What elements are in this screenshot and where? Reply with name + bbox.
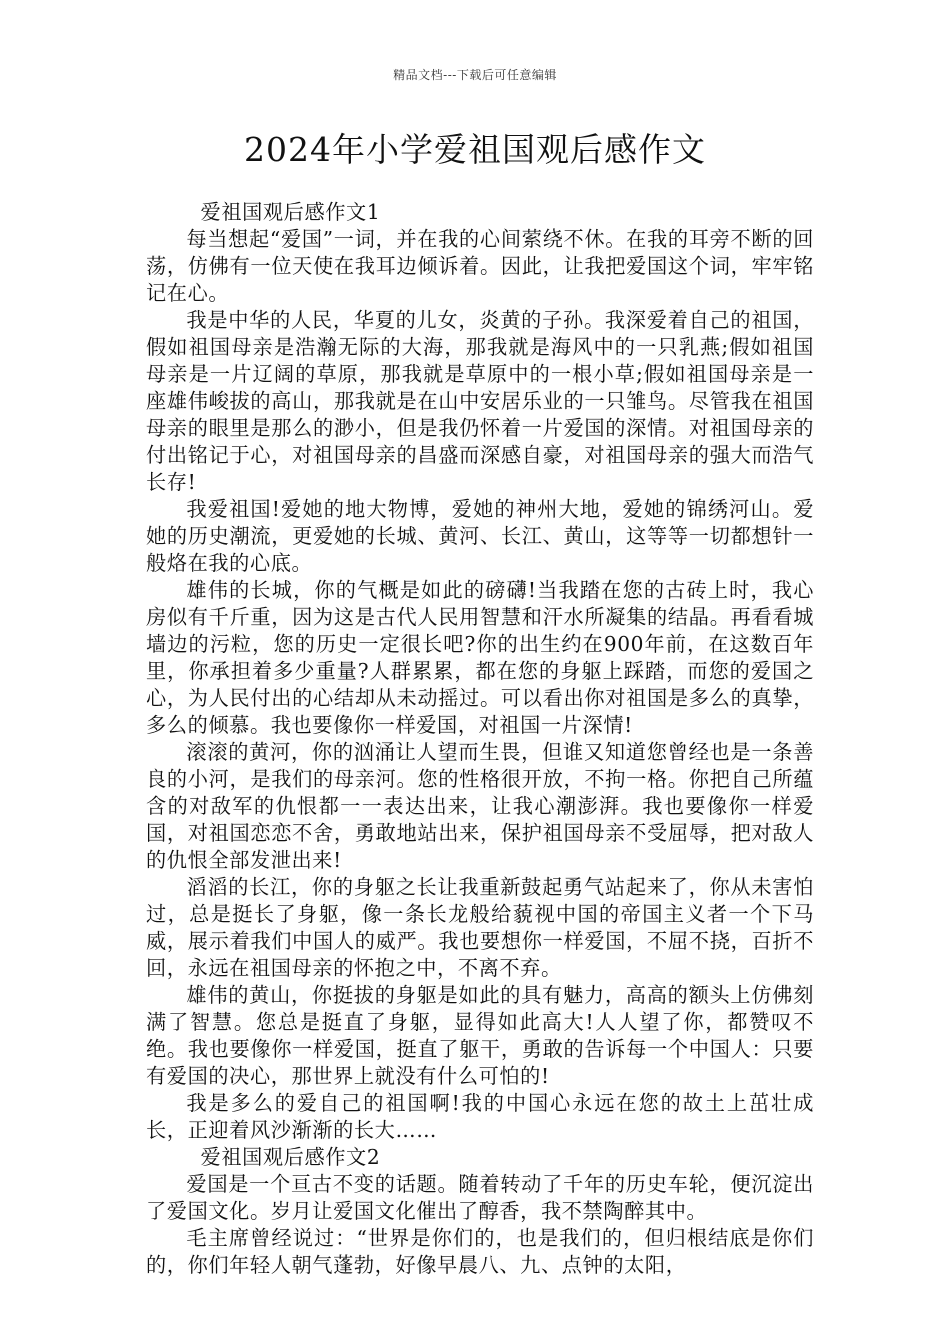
paragraph: 毛主席曾经说过：“世界是你们的，也是我们的，但归根结底是你们的，你们年轻人朝气蓬勃，好像早晨八、九、点钟的太阳， bbox=[146, 1226, 814, 1277]
paragraph: 我爱祖国!爱她的地大物博，爱她的神州大地，爱她的锦绣河山。爱她的历史潮流，更爱她的长城、黄河、长江、黄山，这等等一切都想针一般烙在我的心底。 bbox=[146, 497, 814, 575]
paragraph: 我是多么的爱自己的祖国啊!我的中国心永远在您的故土上茁壮成长，正迎着风沙渐渐的长大…… bbox=[146, 1091, 814, 1142]
paragraph: 每当想起“爱国”一词，并在我的心间萦绕不休。在我的耳旁不断的回荡，仿佛有一位天使在我耳边倾诉着。因此，让我把爱国这个词，牢牢铭记在心。 bbox=[146, 227, 814, 305]
paragraph: 滚滚的黄河，你的汹涌让人望而生畏，但谁又知道您曾经也是一条善良的小河，是我们的母亲河。您的性格很开放，不拘一格。你把自己所蕴含的对敌军的仇恨都一一表达出来，让我心潮澎湃。我也要像你一样爱国，对祖国恋恋不舍，勇敢地站出来，保护祖国母亲不受屈辱，把对敌人的仇恨全部发泄出来! bbox=[146, 740, 814, 872]
page-header: 精品文档---下载后可任意编辑 bbox=[393, 68, 557, 82]
paragraph: 滔滔的长江，你的身躯之长让我重新鼓起勇气站起来了，你从未害怕过，总是挺长了身躯，像一条长龙般给藐视中国的帝国主义者一个下马威，展示着我们中国人的威严。我也要想你一样爱国，不屈不挠，百折不回，永远在祖国母亲的怀抱之中，不离不弃。 bbox=[146, 875, 814, 980]
document-title: 2024年小学爱祖国观后感作文 bbox=[244, 130, 706, 169]
paragraph: 爱国是一个亘古不变的话题。随着转动了千年的历史车轮，便沉淀出了爱国文化。岁月让爱国文化催出了醇香，我不禁陶醉其中。 bbox=[146, 1172, 814, 1223]
paragraph: 雄伟的黄山，你挺拔的身躯是如此的具有魅力，高高的额头上仿佛刻满了智慧。您总是挺直了身躯，显得如此高大!人人望了你，都赞叹不绝。我也要像你一样爱国，挺直了躯干，勇敢的告诉每一个中国人：只要有爱国的决心，那世界上就没有什么可怕的! bbox=[146, 983, 814, 1088]
paragraph: 雄伟的长城，你的气概是如此的磅礴!当我踏在您的古砖上时，我心房似有千斤重，因为这是古代人民用智慧和汗水所凝集的结晶。再看看城墙边的污粒，您的历史一定很长吧?你的出生约在900年前，在这数百年里，你承担着多少重量?人群累累，都在您的身躯上踩踏，而您的爱国之心，为人民付出的心结却从未动摇过。可以看出你对祖国是多么的真挚，多么的倾慕。我也要像你一样爱国，对祖国一片深情! bbox=[146, 578, 814, 737]
document-body bbox=[146, 199, 814, 1279]
paragraph: 我是中华的人民，华夏的儿女，炎黄的子孙。我深爱着自己的祖国，假如祖国母亲是浩瀚无际的大海，那我就是海风中的一只乳燕;假如祖国母亲是一片辽阔的草原，那我就是草原中的一根小草;假如祖国母亲是一座雄伟峻拔的高山，那我就是在山中安居乐业的一只雏鸟。尽管我在祖国母亲的眼里是那么的渺小，但是我仍怀着一片爱国的深情。对祖国母亲的付出铭记于心，对祖国母亲的昌盛而深感自豪，对祖国母亲的强大而浩气长存! bbox=[146, 308, 814, 494]
section-heading: 爱祖国观后感作文2 bbox=[200, 1145, 381, 1169]
section-heading: 爱祖国观后感作文1 bbox=[200, 200, 381, 224]
